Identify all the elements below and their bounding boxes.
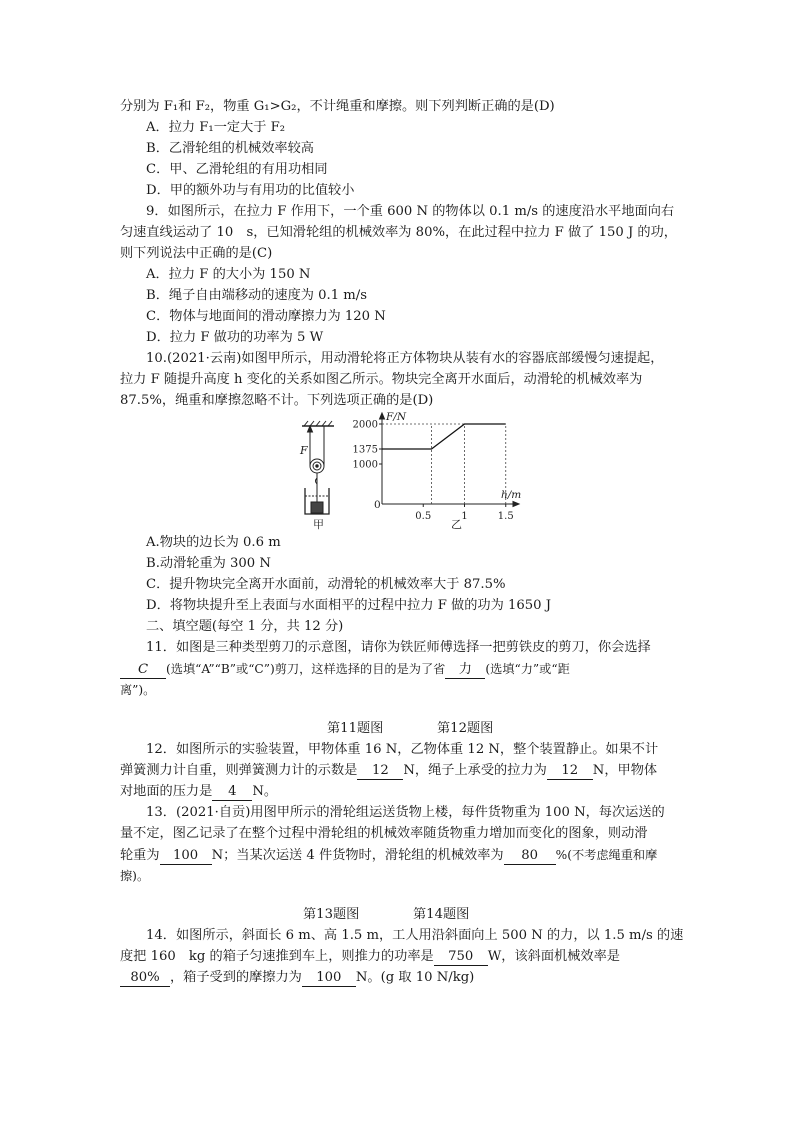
section-fill-in-title: 二、填空题(每空 1 分，共 12 分)	[146, 619, 344, 634]
q12-text-d: 对地面的压力是	[120, 784, 213, 799]
caption-fig-11: 第11题图	[327, 721, 384, 736]
q14-text-a: 度把 160 kg 的箱子匀速推到车上，则推力的功率是	[120, 949, 434, 964]
q14-answer-1[interactable]: 750	[434, 949, 488, 966]
q10-jia-caption: 甲	[313, 518, 324, 530]
q13-text-c: %(不考虑绳重和摩	[555, 848, 658, 862]
q13-stem-line3	[120, 845, 657, 866]
q14-answer-2[interactable]: 80%	[120, 970, 170, 987]
q13-stem-line2: 量不定，图乙记录了在整个过程中滑轮组的机械效率随货物重力增加而变化的图象，则动滑	[120, 826, 648, 841]
q14-text-b: W，该斜面机械效率是	[487, 949, 620, 964]
q14-text-d: N。(g 取 10 N/kg)	[355, 970, 475, 985]
q14-stem-line1: 14．如图所示，斜面长 6 m、高 1.5 m，工人用沿斜面向上 500 N 的力，以 1.5 m/s 的速	[146, 928, 684, 943]
q9-option-a: A．拉力 F 的大小为 150 N	[146, 267, 311, 282]
q12-text-e: N。	[252, 784, 278, 799]
q11-stem-line1: 11．如图是三种类型剪刀的示意图，请你为铁匠师傅选择一把剪铁皮的剪刀，你会选择	[146, 640, 651, 655]
q9-option-d: D．拉力 F 做功的功率为 5 W	[146, 330, 324, 345]
q12-stem-line2	[120, 761, 657, 781]
q11-answer-1[interactable]: C	[120, 662, 166, 679]
q13-stem-line1: 13．(2021·自贡)用图甲所示的滑轮组运送货物上楼，每件货物重为 100 N，每次运送的	[146, 805, 665, 820]
q9-stem-line3: 则下列说法中正确的是(C)	[120, 246, 273, 261]
y-tick-label-2000: 2000	[352, 419, 378, 431]
q11-mid-text: (选填“A”“B”或“C”)剪刀，这样选择的目的是为了省	[166, 662, 446, 676]
q9-stem-line1: 9．如图所示，在拉力 F 作用下，一个重 600 N 的物体以 0.1 m/s 的速度沿水平地面向右	[146, 204, 675, 219]
q12-text-c: N，甲物体	[592, 763, 658, 778]
q14-stem-line3	[120, 968, 474, 988]
x-tick-label-0.5: 0.5	[415, 511, 432, 522]
q13-answer-1[interactable]: 100	[160, 848, 212, 865]
caption-fig-13: 第13题图	[303, 907, 360, 922]
q9-option-c: C．物体与地面间的滑动摩擦力为 120 N	[146, 309, 386, 324]
chart-y-label: F/N	[386, 411, 407, 423]
q8-option-b: B．乙滑轮组的机械效率较高	[146, 141, 314, 156]
q10-stem-line3: 87.5%，绳重和摩擦忽略不计。下列选项正确的是(D)	[120, 393, 434, 408]
x-tick-label-1: 1	[461, 511, 468, 522]
q12-answer-1[interactable]: 12	[357, 763, 403, 780]
q10-jia-f-label: F	[300, 444, 308, 457]
chart-origin-label: 0	[374, 499, 381, 511]
q11-answer-2[interactable]: 力	[445, 662, 485, 679]
y-tick-label-1000: 1000	[352, 459, 378, 471]
q12-stem-line3	[120, 782, 277, 802]
q12-answer-3[interactable]: 4	[212, 784, 252, 801]
q8-option-c: C．甲、乙滑轮组的有用功相同	[146, 162, 328, 177]
q14-stem-line2	[120, 947, 620, 967]
q14-answer-3[interactable]: 100	[302, 970, 356, 987]
q10-stem-line1: 10.(2021·云南)如图甲所示，用动滑轮将正方体物块从装有水的容器底部缓慢匀速提起，	[146, 351, 664, 366]
y-axis-arrow	[380, 413, 385, 419]
q13-stem-line4: 擦)。	[120, 869, 150, 883]
q13-text-b: N；当某次运送 4 件货物时，滑轮组的机械效率为	[211, 848, 504, 863]
caption-fig-12: 第12题图	[437, 721, 494, 736]
chart-x-label: h/m	[501, 489, 522, 501]
q10-stem-line2: 拉力 F 随提升高度 h 变化的关系如图乙所示。物块完全离开水面后，动滑轮的机械效率为	[120, 372, 643, 387]
q13-answer-2[interactable]: 80	[504, 848, 556, 865]
x-axis-arrow	[513, 502, 519, 507]
q10-figure-jia	[292, 418, 344, 530]
q14-text-c: ，箱子受到的摩擦力为	[170, 970, 302, 985]
q12-text-b: N，绳子上承受的拉力为	[403, 763, 547, 778]
chart-caption: 乙	[451, 518, 462, 530]
caption-fig-14: 第14题图	[413, 907, 470, 922]
q12-stem-line1: 12．如图所示的实验装置，甲物体重 16 N，乙物体重 12 N，整个装置静止。如果不计	[146, 742, 659, 757]
q13-text-a: 轮重为	[120, 848, 160, 863]
q10-chart-yi	[346, 408, 526, 530]
q10-option-d: D．将物块提升至上表面与水面相平的过程中拉力 F 做的功为 1650 J	[146, 598, 552, 613]
y-tick-label-1375: 1375	[352, 444, 378, 456]
q11-tail-text: (选填“力”或“距	[485, 662, 570, 676]
q12-answer-2[interactable]: 12	[547, 763, 593, 780]
series-f-line	[382, 424, 506, 449]
q12-text-a: 弹簧测力计自重，则弹簧测力计的示数是	[120, 763, 358, 778]
q11-stem-line3: 离”)。	[120, 683, 156, 697]
q10-option-a: A.物块的边长为 0.6 m	[146, 535, 281, 550]
q9-option-b: B．绳子自由端移动的速度为 0.1 m/s	[146, 288, 368, 303]
q9-stem-line2: 匀速直线运动了 10 s，已知滑轮组的机械效率为 80%，在此过程中拉力 F 做了 150 J 的功，	[120, 225, 677, 240]
q10-option-b: B.动滑轮重为 300 N	[146, 556, 271, 571]
q8-option-a: A．拉力 F₁一定大于 F₂	[146, 120, 286, 135]
q8-option-d: D．甲的额外功与有用功的比值较小	[146, 183, 355, 198]
x-tick-label-1.5: 1.5	[497, 511, 514, 522]
q11-stem-line2	[120, 659, 570, 680]
q10-option-c: C．提升物块完全离开水面前，动滑轮的机械效率大于 87.5%	[146, 577, 506, 592]
q8-stem: 分别为 F₁和 F₂，物重 G₁>G₂，不计绳重和摩擦。则下列判断正确的是(D)	[120, 99, 555, 114]
